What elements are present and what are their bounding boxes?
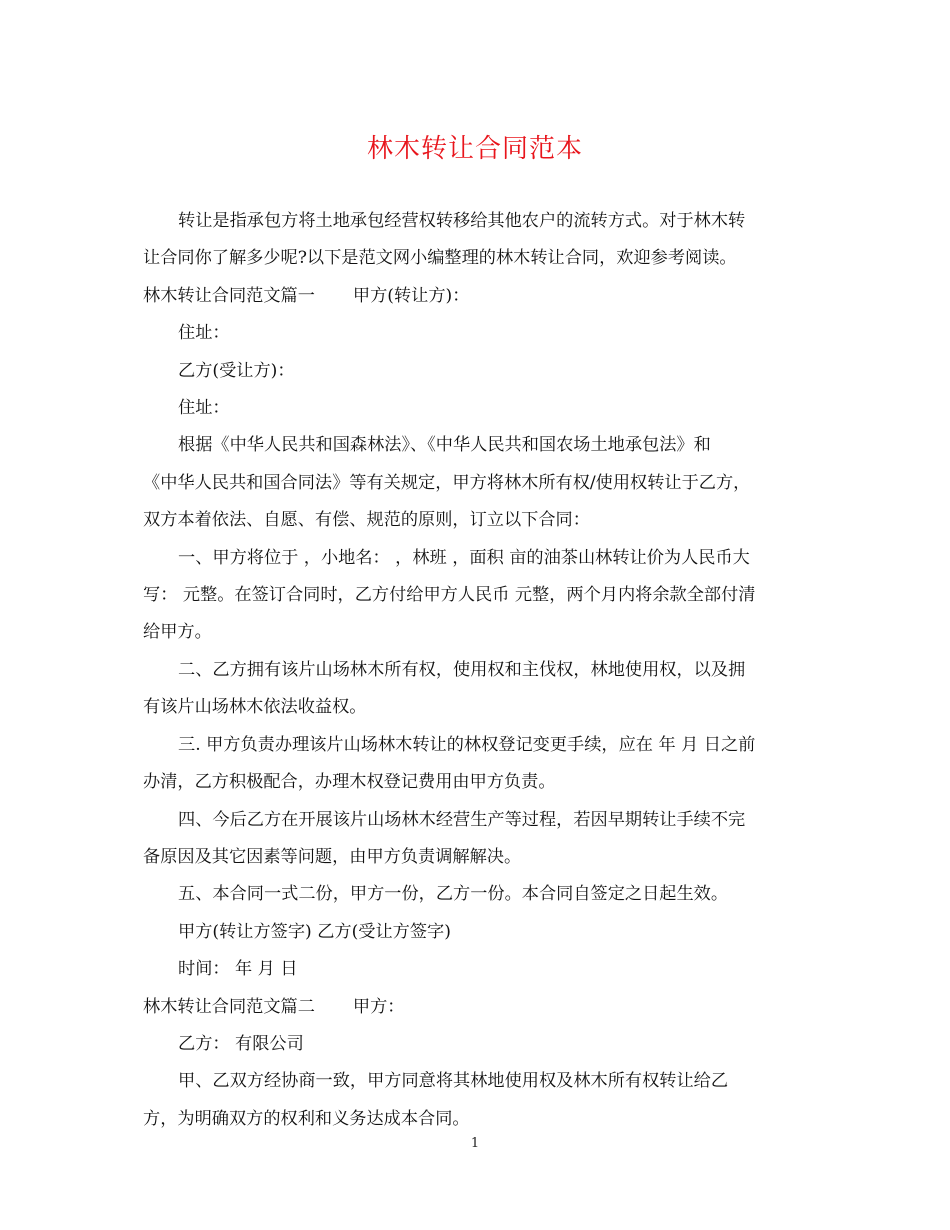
legal-basis-line-1: 根据《中华人民共和国森林法》、《中华人民共和国农场土地承包法》和	[178, 435, 711, 456]
date-line: 时间： 年 月 日	[178, 959, 298, 980]
clause-five-line: 五、本合同一式二份，甲方一份，乙方一份。本合同自签定之日起生效。	[178, 884, 729, 905]
clause-three-line-2: 办清，乙方积极配合，办理木权登记费用由甲方负责。	[143, 772, 556, 793]
section-one-header-line	[143, 278, 813, 315]
party-a-label: 甲方(转让方)：	[352, 285, 470, 306]
section-two-party-a-label: 甲方：	[352, 996, 405, 1017]
legal-basis-line-3: 双方本着依法、自愿、有偿、规范的原则，订立以下合同：	[143, 510, 590, 531]
page-number: 1	[470, 1136, 480, 1151]
party-b-label: 乙方(受让方)：	[178, 360, 295, 381]
section-two-intro-line-1: 甲、乙双方经协商一致，甲方同意将其林地使用权及林木所有权转让给乙	[178, 1071, 729, 1092]
clause-three-line-1: 三. 甲方负责办理该片山场林木转让的林权登记变更手续，应在 年 月 日之前	[178, 734, 756, 755]
clause-one-line-3: 给甲方。	[143, 622, 212, 643]
document-title: 林木转让合同范本	[366, 134, 583, 164]
clause-two-line-1: 二、乙方拥有该片山场林木所有权，使用权和主伐权，林地使用权，以及拥	[178, 659, 746, 680]
section-two-header-line	[143, 989, 813, 1026]
clause-four-line-1: 四、今后乙方在开展该片山场林木经营生产等过程，若因早期转让手续不完	[178, 809, 746, 830]
clause-two-line-2: 有该片山场林木依法收益权。	[143, 697, 367, 718]
clause-four-line-2: 备原因及其它因素等问题，由甲方负责调解解决。	[143, 846, 522, 867]
document-body	[143, 203, 813, 1138]
party-a-address: 住址：	[178, 323, 230, 344]
clause-one-line-1: 一、甲方将位于 ，小地名： ，林班 ，面积 亩的油茶山林转让价为人民币大	[178, 547, 750, 568]
section-two-party-b-line: 乙方： 有限公司	[178, 1033, 304, 1054]
intro-line-2: 让合同你了解多少呢?以下是范文网小编整理的林木转让合同，欢迎参考阅读。	[143, 248, 737, 269]
section-two-intro-line-2: 方，为明确双方的权利和义务达成本合同。	[143, 1108, 470, 1129]
intro-line-1: 转让是指承包方将土地承包经营权转移给其他农户的流转方式。对于林木转	[178, 211, 746, 231]
signature-line: 甲方(转让方签字) 乙方(受让方签字)	[178, 921, 451, 942]
party-b-address: 住址：	[178, 398, 230, 419]
clause-one-line-2: 写： 元整。在签订合同时，乙方付给甲方人民币 元整，两个月内将余款全部付清	[143, 585, 756, 606]
section-one-heading: 林木转让合同范文篇一	[143, 285, 315, 306]
section-two-heading: 林木转让合同范文篇二	[143, 996, 315, 1017]
legal-basis-line-2: 《中华人民共和国合同法》等有关规定，甲方将林木所有权/使用权转让于乙方，	[143, 472, 751, 493]
